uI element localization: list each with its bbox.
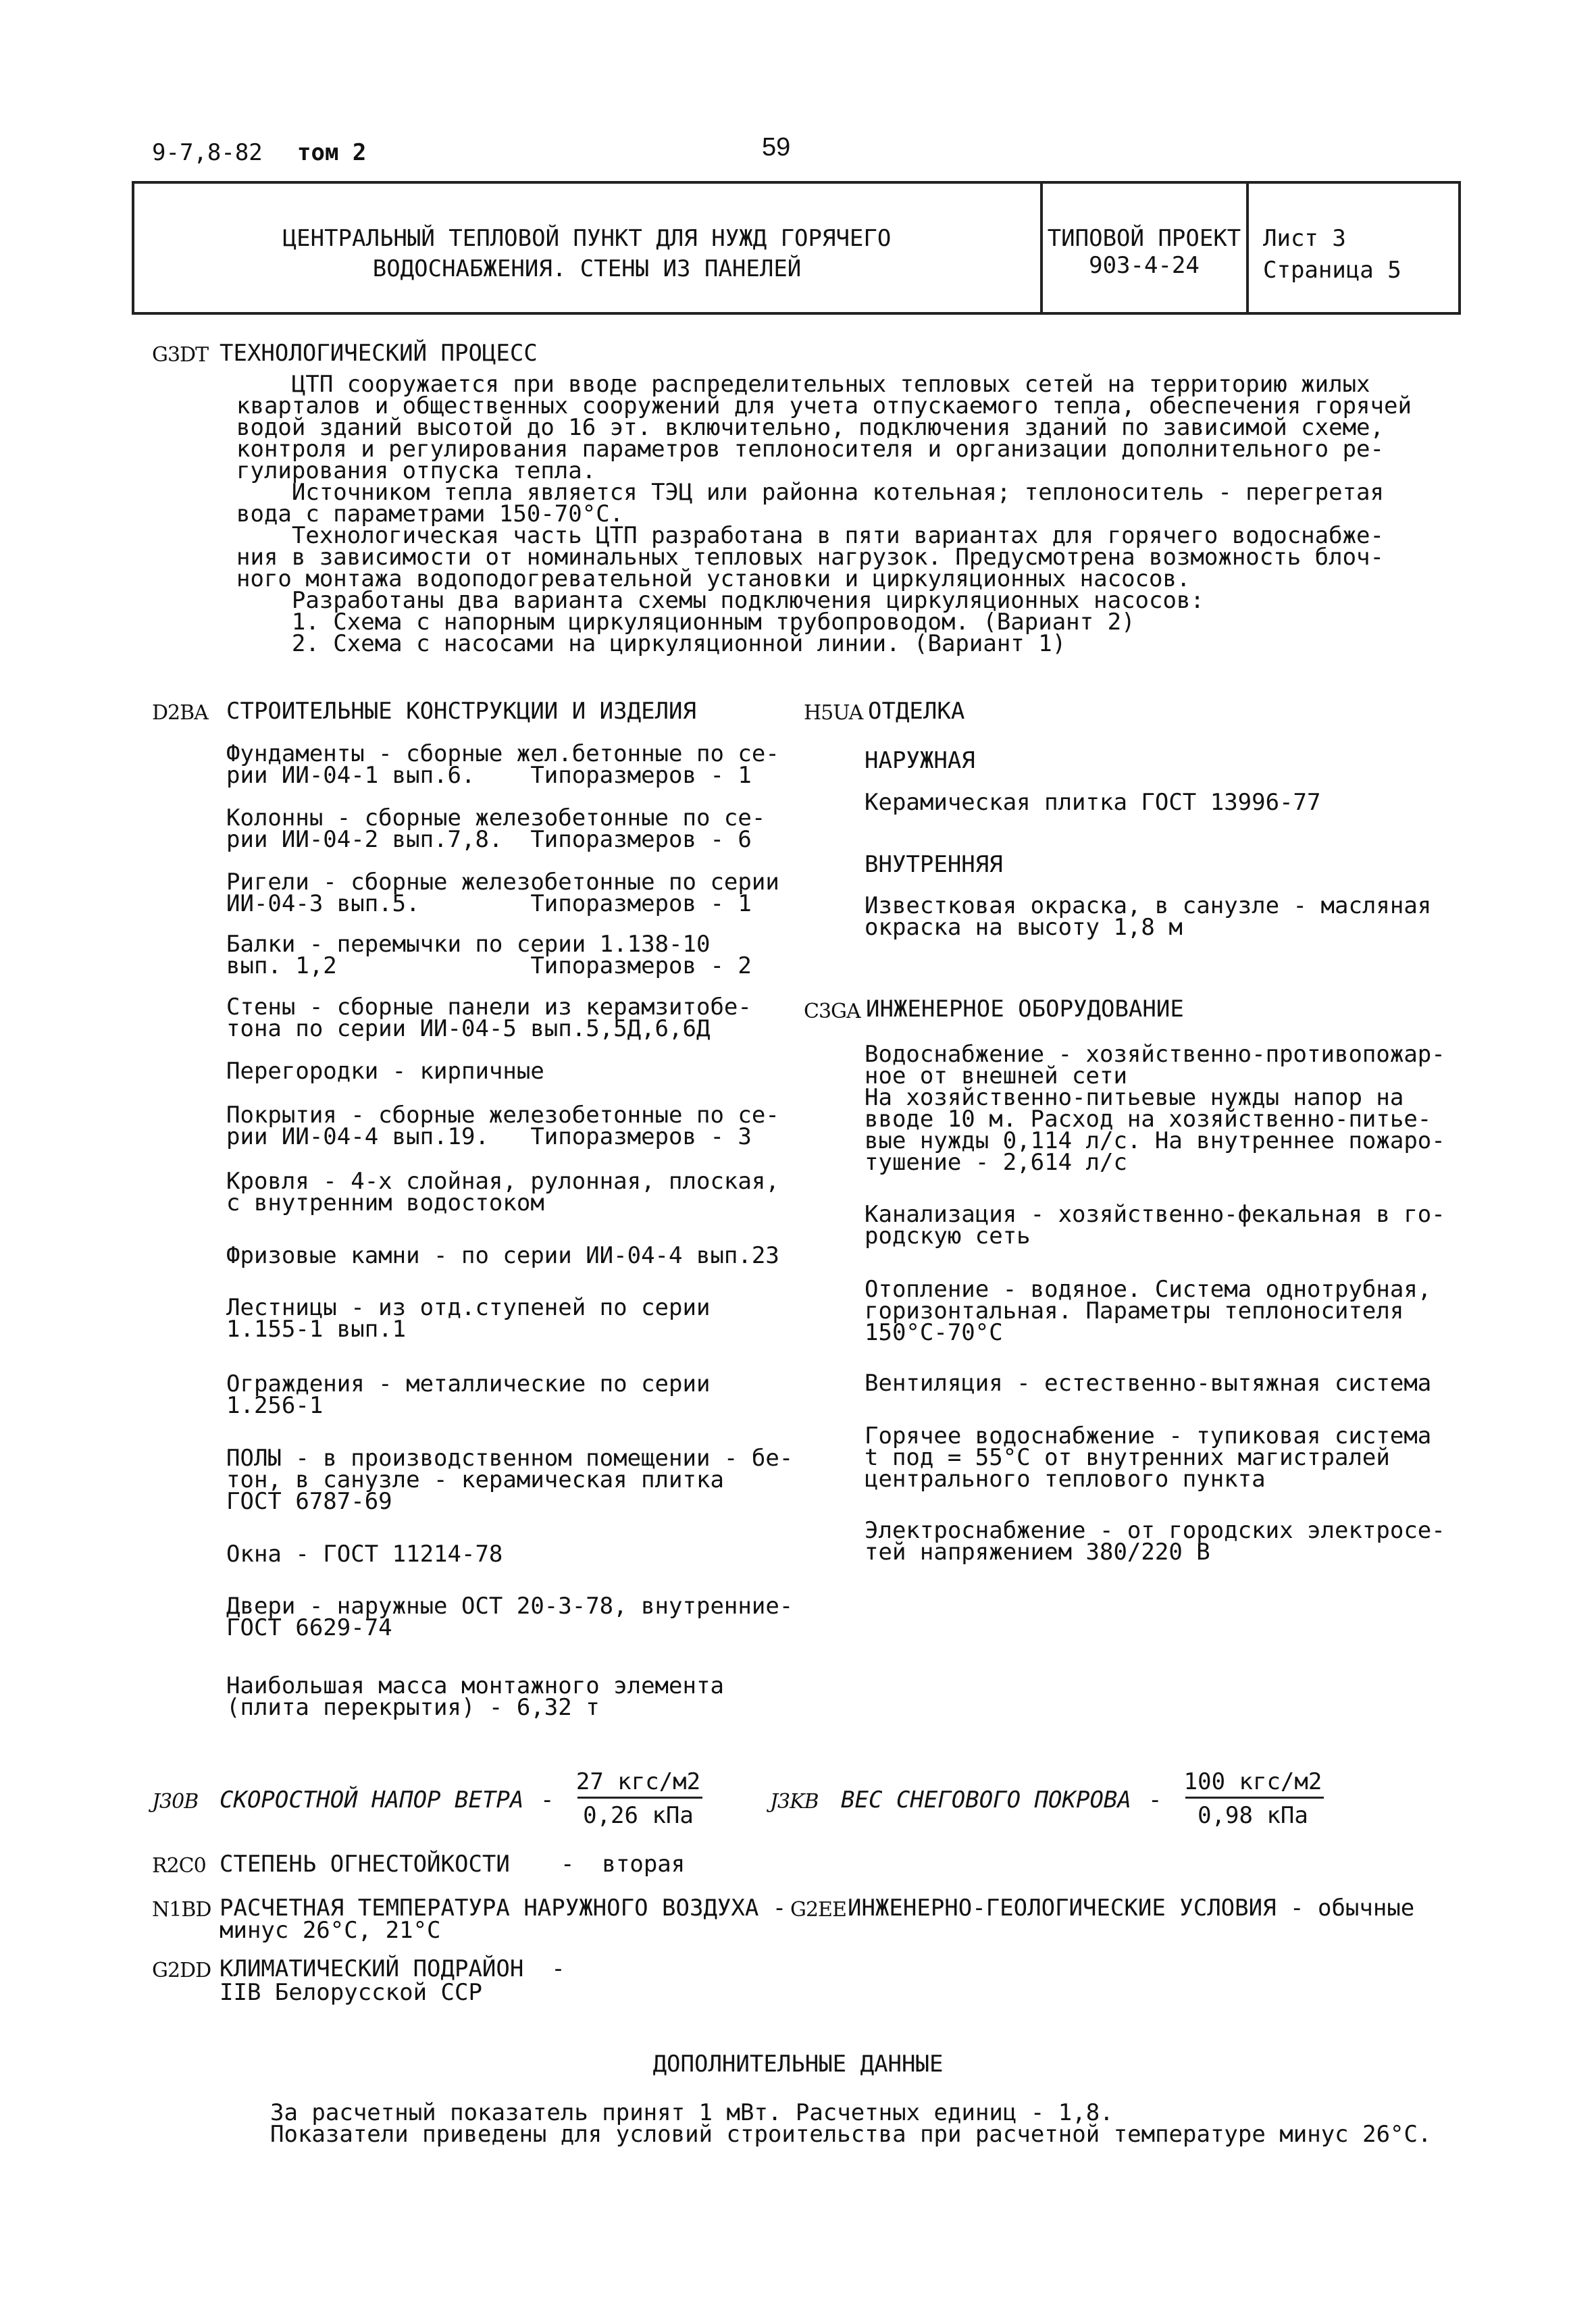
construction-line: рии ИИ-04-1 вып.6. Типоразмеров - 1 (226, 762, 752, 789)
tech-line: Технологическая часть ЦТП разработана в пяти вариантах для горячего водоснабже- (236, 522, 1384, 549)
engineering-item (865, 1370, 1432, 1397)
title-line-1: ЦЕНТРАЛЬНЫЙ ТЕПЛОВОЙ ПУНКТ ДЛЯ НУЖД ГОРЯЧЕГО (282, 225, 892, 252)
engineering-item (865, 1517, 1445, 1566)
construction-item (226, 740, 779, 789)
construction-item (226, 1595, 793, 1639)
construction-line: Фундаменты - сборные жел.бетонные по се- (226, 740, 779, 767)
additional-line: Показатели приведены для условий строительства при расчетной температуре минус 26°С. (270, 2121, 1432, 2148)
construction-item (226, 1370, 711, 1419)
engineering-line: Отопление - водяное. Система однотрубная, (865, 1276, 1432, 1303)
construction-item (226, 1541, 503, 1568)
engineering-line: центрального теплового пункта (865, 1466, 1266, 1493)
tech-line: контроля и регулирования параметров теплоносителя и организации дополнительного ре- (236, 436, 1384, 463)
finishing-line: Известковая окраска, в санузле - масляная (865, 892, 1432, 919)
construction-line: Ограждения - металлические по серии (226, 1370, 711, 1397)
wind-dash: - (540, 1786, 555, 1814)
snow-code: J3KB (770, 1790, 819, 1814)
snow-numerator: 100 кгс/м2 (1183, 1768, 1322, 1795)
construction-line: ПОЛЫ - в производственном помещении - бе- (226, 1445, 794, 1472)
construction-line: 1.256-1 (226, 1392, 324, 1419)
additional-text (270, 2099, 1432, 2148)
construction-item (226, 1445, 794, 1515)
engineering-line: Горячее водоснабжение - тупиковая система (865, 1422, 1432, 1449)
engineering-item (865, 1276, 1432, 1346)
construction-item (226, 1294, 711, 1343)
wind-label: СКОРОСТНОЙ НАПОР ВЕТРА (220, 1786, 524, 1814)
temperature-value: минус 26°С, 21°С (220, 1917, 441, 1944)
snow-dash: - (1148, 1786, 1162, 1814)
section-code-construction: D2BA (152, 701, 208, 725)
engineering-line: Электроснабжение - от городских электросе- (865, 1517, 1445, 1544)
construction-line: вып. 1,2 Типоразмеров - 2 (226, 952, 752, 979)
construction-line: ИИ-04-3 вып.5. Типоразмеров - 1 (226, 890, 752, 917)
fire-label: СТЕПЕНЬ ОГНЕСТОЙКОСТИ (220, 1851, 510, 1878)
engineering-item (865, 1422, 1432, 1493)
construction-line: Двери - наружные ОСТ 20-3-78, внутренние- (226, 1593, 794, 1620)
engineering-item (865, 1041, 1445, 1176)
finishing-inner-text (865, 892, 1432, 941)
engineering-line: родскую сеть (865, 1223, 1031, 1250)
snow-denominator: 0,98 кПа (1198, 1802, 1308, 1829)
engineering-heading: ИНЖЕНЕРНОЕ ОБОРУДОВАНИЕ (866, 996, 1184, 1023)
finishing-line: окраска на высоту 1,8 м (865, 914, 1183, 941)
construction-line: ГОСТ 6629-74 (226, 1614, 392, 1641)
finishing-outer-text: Керамическая плитка ГОСТ 13996-77 (865, 789, 1321, 816)
construction-line: Колонны - сборные железобетонные по се- (226, 804, 766, 831)
engineering-line: тей напряжением 380/220 В (865, 1539, 1210, 1566)
construction-line: Окна - ГОСТ 11214-78 (226, 1541, 503, 1568)
construction-line: Фризовые камни - по серии ИИ-04-4 вып.23 (226, 1242, 779, 1269)
engineering-line: 150°С-70°С (865, 1319, 1003, 1346)
construction-item (226, 804, 766, 853)
snow-fraction-bar (1185, 1797, 1324, 1799)
construction-item (226, 871, 779, 915)
engineering-line: ное от внешней сети (865, 1062, 1127, 1089)
tech-line: ния в зависимости от номинальных тепловых нагрузок. Предусмотрена возможность блоч- (236, 544, 1384, 571)
title-block-divider-1 (1040, 181, 1043, 312)
finishing-heading: ОТДЕЛКА (868, 698, 965, 725)
construction-line: ГОСТ 6787-69 (226, 1488, 392, 1515)
construction-line: тон, в санузле - керамическая плитка (226, 1466, 724, 1493)
fire-code: R2C0 (152, 1854, 206, 1878)
tech-line: гулирования отпуска тепла. (236, 457, 596, 484)
engineering-line: Водоснабжение - хозяйственно-противопожар- (865, 1041, 1445, 1068)
additional-heading: ДОПОЛНИТЕЛЬНЫЕ ДАННЫЕ (652, 2051, 944, 2078)
construction-line: 1.155-1 вып.1 (226, 1316, 407, 1343)
tech-process-heading: ТЕХНОЛОГИЧЕСКИЙ ПРОЦЕСС (220, 340, 538, 367)
title-line-2: ВОДОСНАБЖЕНИЯ. СТЕНЫ ИЗ ПАНЕЛЕЙ (372, 255, 802, 282)
construction-line: Покрытия - сборные железобетонные по се- (226, 1102, 779, 1129)
engineering-line: горизонтальная. Параметры теплоносителя (865, 1297, 1404, 1325)
geology-label: ИНЖЕНЕРНО-ГЕОЛОГИЧЕСКИЕ УСЛОВИЯ - обычные (848, 1895, 1415, 1922)
tech-line: ЦТП сооружается при вводе распределительных тепловых сетей на территорию жилых (236, 371, 1370, 398)
finishing-outer-heading: НАРУЖНАЯ (865, 747, 975, 774)
engineering-line: Канализация - хозяйственно-фекальная в го- (865, 1201, 1445, 1228)
construction-line: Лестницы - из отд.ступеней по серии (226, 1294, 711, 1321)
construction-item (226, 1104, 779, 1148)
construction-line: с внутренним водостоком (226, 1189, 544, 1216)
construction-item (226, 1242, 779, 1269)
engineering-line: вые нужды 0,114 л/с. На внутреннее пожаро- (865, 1127, 1445, 1154)
tech-process-text (236, 371, 1412, 657)
construction-line: Ригели - сборные железобетонные по серии (226, 869, 779, 896)
engineering-line: вводе 10 м. Расход на хозяйственно-питье- (865, 1106, 1432, 1133)
engineering-line: Вентиляция - естественно-вытяжная система (865, 1370, 1432, 1397)
construction-line: Наибольшая масса монтажного элемента (226, 1672, 724, 1699)
wind-code: J30B (152, 1790, 199, 1814)
tech-line: 2. Схема с насосами на циркуляционной линии. (Вариант 1) (236, 630, 1066, 657)
sheet-number: Лист 3 (1263, 225, 1346, 252)
construction-line: Перегородки - кирпичные (226, 1058, 544, 1085)
construction-line: Стены - сборные панели из керамзитобе- (226, 994, 752, 1021)
tech-line: водой зданий высотой до 16 эт. включительно, подключения зданий по зависимой схеме, (236, 414, 1384, 441)
geology-code: G2EE (790, 1898, 846, 1922)
section-code-tech: G3DT (152, 343, 209, 367)
additional-line: За расчетный показатель принят 1 мВт. Расчетных единиц - 1,8. (270, 2099, 1114, 2126)
construction-line: тона по серии ИИ-04-5 вып.5,5Д,6,6Д (226, 1015, 711, 1042)
engineering-item (865, 1201, 1445, 1250)
section-code-engineering: C3GA (804, 1000, 860, 1023)
fire-value: - вторая (561, 1851, 686, 1878)
construction-line: (плита перекрытия) - 6,32 т (226, 1694, 600, 1721)
wind-fraction-bar (577, 1797, 702, 1799)
engineering-line: На хозяйственно-питьевые нужды напор на (865, 1084, 1404, 1111)
section-code-finishing: H5UA (804, 701, 863, 725)
page-number: 59 (762, 133, 791, 161)
snow-label: ВЕС СНЕГОВОГО ПОКРОВА (841, 1786, 1131, 1814)
climate-label: КЛИМАТИЧЕСКИЙ ПОДРАЙОН - (220, 1955, 565, 1982)
construction-item (226, 1168, 779, 1216)
construction-heading: СТРОИТЕЛЬНЫЕ КОНСТРУКЦИИ И ИЗДЕЛИЯ (226, 698, 696, 725)
wind-denominator: 0,26 кПа (583, 1802, 694, 1829)
tech-line: 1. Схема с напорным циркуляционным трубопроводом. (Вариант 2) (236, 609, 1135, 636)
engineering-line: тушение - 2,614 л/с (865, 1149, 1127, 1176)
title-block-divider-2 (1246, 181, 1249, 312)
construction-item (226, 994, 752, 1042)
temperature-label: РАСЧЕТНАЯ ТЕМПЕРАТУРА НАРУЖНОГО ВОЗДУХА - (220, 1895, 787, 1922)
project-label: ТИПОВОЙ ПРОЕКТ (1047, 225, 1241, 252)
engineering-line: t под = 55°С от внутренних магистралей (865, 1444, 1390, 1471)
construction-line: рии ИИ-04-2 вып.7,8. Типоразмеров - 6 (226, 826, 752, 853)
climate-code: G2DD (152, 1959, 211, 1982)
construction-line: рии ИИ-04-4 вып.19. Типоразмеров - 3 (226, 1123, 752, 1150)
volume-label: том 2 (297, 139, 367, 166)
construction-line: Балки - перемычки по серии 1.138-10 (226, 931, 711, 958)
wind-numerator: 27 кгс/м2 (575, 1768, 701, 1795)
page-label: Страница 5 (1263, 257, 1401, 284)
finishing-inner-heading: ВНУТРЕННЯЯ (865, 851, 1003, 878)
temperature-code: N1BD (152, 1898, 211, 1922)
tech-line: вода с параметрами 150-70°С. (236, 500, 624, 528)
tech-line: кварталов и общественных сооружений для учета отпускаемого тепла, обеспечения горячей (236, 392, 1412, 419)
project-number: 903-4-24 (1089, 252, 1200, 279)
tech-line: Разработаны два варианта схемы подключения циркуляционных насосов: (236, 587, 1204, 614)
tech-line: ного монтажа водоподогревательной установки и циркуляционных насосов. (236, 565, 1191, 592)
construction-item (226, 1672, 724, 1721)
construction-line: Кровля - 4-х слойная, рулонная, плоская, (226, 1168, 779, 1195)
construction-item (226, 933, 752, 977)
doc-code: 9-7,8-82 (152, 139, 263, 166)
construction-item (226, 1058, 544, 1085)
climate-value: IIВ Белорусской ССР (220, 1979, 482, 2006)
tech-line: Источником тепла является ТЭЦ или районна котельная; теплоноситель - перегретая (236, 479, 1384, 506)
